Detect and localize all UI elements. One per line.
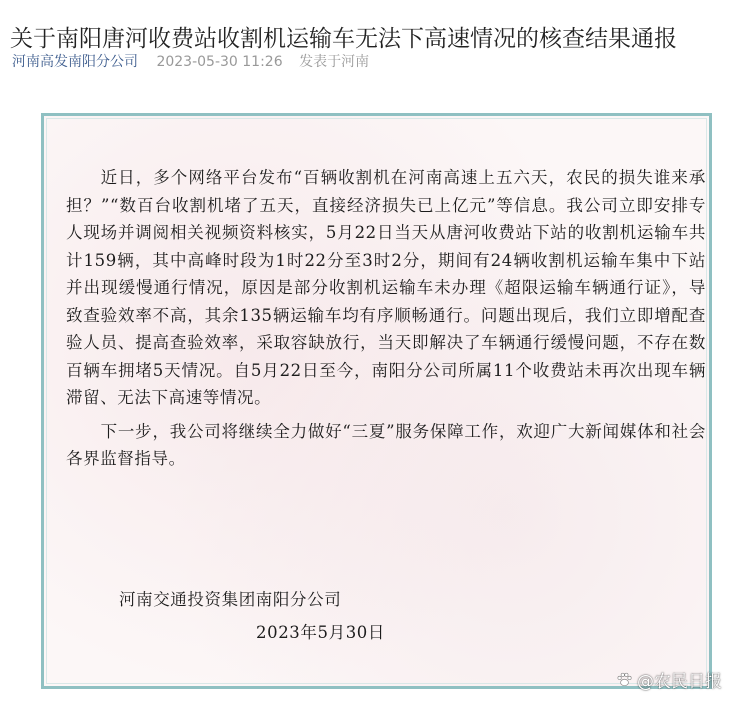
article-source-link[interactable]: 河南高发南阳分公司 (12, 54, 138, 70)
notice-image (41, 113, 712, 689)
article-timestamp: 2023-05-30 11:26 (156, 54, 283, 70)
notice-paragraph-2: 下一步，我公司将继续全力做好“三夏”服务保障工作，欢迎广大新闻媒体和社会各界监督指导。 (66, 421, 706, 468)
watermark-text: @农民日报 (637, 671, 722, 692)
paw-icon (616, 671, 633, 688)
article-title: 关于南阳唐河收费站收割机运输车无法下高速情况的核查结果通报 (10, 26, 677, 53)
article-location: 发表于河南 (299, 54, 370, 70)
notice-signature-date: 2023年5月30日 (256, 623, 385, 642)
notice-body (66, 164, 706, 479)
notice-signature-org: 河南交通投资集团南阳分公司 (119, 590, 342, 609)
article-meta (12, 52, 369, 72)
notice-paragraph-1: 近日，多个网络平台发布“百辆收割机在河南高速上五六天，农民的损失谁来承担？”“数百台收割机堵了五天，直接经济损失已上亿元”等信息。我公司立即安排专人现场并调阅相关视频资料核实，5月22日当天从唐河收费站下站的收割机运输车共计159辆，其中高峰时段为1时22分至3时2分，期间有24辆收割机运输车集中下站并出现缓慢通行情况，原因是部分收割机运输车未办理《超限运输车辆通行证》，导致查验效率不高，其余135辆运输车均有序顺畅通行。问题出现后，我们立即增配查验人员、提高查验效率，采取容缺放行，当天即解决了车辆通行缓慢问题，不存在数百辆车拥堵5天情况。自5月22日至今，南阳分公司所属11个收费站未再次出现车辆滞留、无法下高速等情况。 (66, 168, 706, 407)
watermark (616, 666, 722, 692)
